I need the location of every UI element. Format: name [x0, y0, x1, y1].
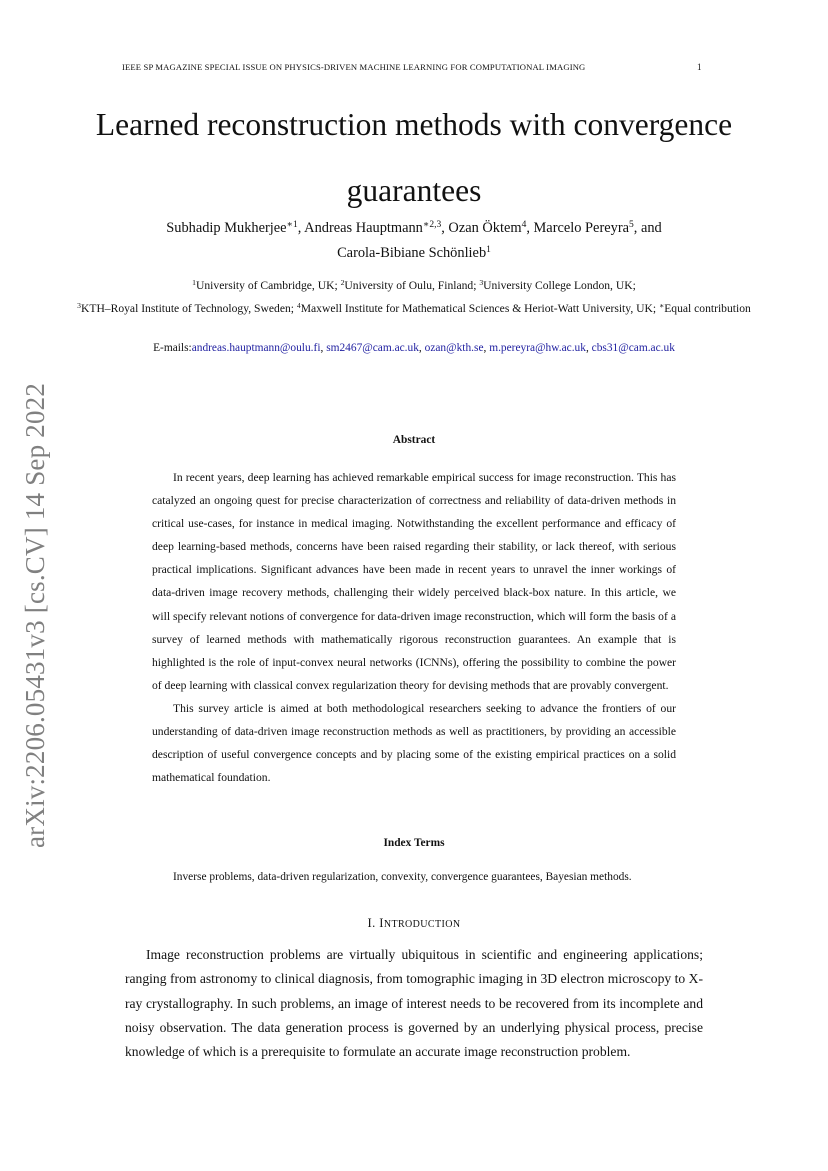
author-mark: 1 — [486, 244, 491, 255]
page-number: 1 — [697, 62, 702, 72]
author-mark: ∗1 — [286, 219, 298, 230]
section-initial: I — [379, 916, 384, 930]
author — [534, 220, 662, 236]
author-name: Marcelo Pereyra — [533, 220, 630, 236]
section-title-rest: NTRODUCTION — [383, 919, 461, 930]
email-list: E-mails:andreas.hauptmann@oulu.fi, sm2467@cam.ac.uk, ozan@kth.se, m.pereyra@hw.ac.uk, cbs31@cam.ac.uk — [153, 342, 675, 354]
arxiv-stamp: arXiv:2206.05431v3 [cs.CV] 14 Sep 2022 — [20, 382, 50, 848]
abstract-heading: Abstract — [392, 434, 436, 446]
author-list — [80, 216, 748, 266]
index-terms-text: Inverse problems, data-driven regularization, convexity, convergence guarantees, Bayesian methods. — [173, 871, 632, 883]
affiliation — [659, 302, 751, 315]
author — [448, 220, 533, 236]
affiliation — [341, 279, 480, 292]
introduction-paragraph: Image reconstruction problems are virtually ubiquitous in scientific and engineering applications; ranging from astronomy to clinical diagnosis, from tomographic imaging in 3D electron microscopy to X-ray crystallography. In such problems, an image of interest needs to be recovered from its incomplete and noisy observation. The data generation process is governed by an underlying physical process, precise knowledge of which is a prerequisite to formulate an accurate image reconstruction problem. — [125, 947, 703, 1060]
affiliation-text: University of Oulu, Finland; — [344, 279, 480, 292]
email-link[interactable]: ozan@kth.se — [424, 342, 484, 354]
affiliation — [192, 279, 340, 292]
affiliation-mark: ∗ — [659, 300, 665, 310]
author — [304, 220, 448, 236]
email-link[interactable]: andreas.hauptmann@oulu.fi — [191, 342, 321, 354]
author-mark: 4 — [521, 219, 527, 230]
author-separator: , — [526, 220, 534, 236]
affiliation-text: Maxwell Institute for Mathematical Sciences & Heriot-Watt University, UK; — [300, 302, 659, 315]
affiliation-list — [70, 274, 758, 320]
abstract-paragraph: In recent years, deep learning has achieved remarkable empirical success for image reconstruction. This has catalyzed an ongoing quest for precise characterization of correctness and reliability of data-driven methods in critical use-cases, for instance in medical imaging. Notwithstanding the excellent performance and efficacy of deep learning-based methods, concerns have been raised regarding their stability, or lack thereof, with serious practical implications. Significant advances have been made in recent years to unravel the inner workings of data-driven image recovery methods, challenging their widely perceived black-box nature. In this article, we will specify relevant notions of convergence for data-driven image reconstruction, which will form the basis of a survey of learned methods with mathematically rigorous reconstruction guarantees. An example that is highlighted is the role of input-convex neural networks (ICNNs), offering the possibility to combine the power of deep learning with classical convex regularization theory for devising methods that are provably convergent. — [152, 471, 676, 692]
affiliation-text: University of Cambridge, UK; — [196, 279, 341, 292]
paper-title: Learned reconstruction methods with convergence guarantees — [95, 107, 733, 208]
introduction-heading — [0, 916, 828, 931]
abstract-paragraph: This survey article is aimed at both methodological researchers seeking to advance the frontiers of our understanding of data-driven image reconstruction methods as well as practitioners, by providing an accessible description of useful convergence concepts and by placing some of the existing empirical practices on a solid mathematical foundation. — [152, 701, 676, 785]
index-terms-heading: Index Terms — [383, 837, 445, 849]
affiliation-text: KTH–Royal Institute of Technology, Sweden; — [80, 302, 297, 315]
author-name: Andreas Hauptmann — [304, 220, 423, 236]
affiliation-mark: 3 — [77, 300, 81, 310]
section-number: I. — [367, 916, 380, 930]
author-mark: 5 — [629, 219, 634, 230]
abstract-body — [152, 466, 676, 789]
affiliation-mark: 1 — [192, 277, 196, 287]
author — [337, 245, 491, 261]
affiliation — [479, 279, 635, 292]
author — [166, 220, 304, 236]
introduction-body — [125, 943, 703, 1064]
affiliation — [297, 302, 659, 315]
email-link[interactable]: cbs31@cam.ac.uk — [591, 342, 675, 354]
author-name: Carola-Bibiane Schönlieb — [337, 245, 487, 261]
affiliation-mark: 4 — [296, 300, 301, 310]
email-link[interactable]: sm2467@cam.ac.uk — [326, 342, 419, 354]
author-mark: ∗2,3 — [422, 219, 442, 230]
email-label: E-mails: — [153, 342, 192, 354]
affiliation-mark: 3 — [479, 277, 484, 287]
running-head: IEEE SP MAGAZINE SPECIAL ISSUE ON PHYSICS-DRIVEN MACHINE LEARNING FOR COMPUTATIONAL IMAGING — [122, 62, 586, 72]
email-link[interactable]: m.pereyra@hw.ac.uk — [489, 342, 586, 354]
affiliation-text: Equal contribution — [664, 302, 751, 315]
author-separator: , — [441, 220, 449, 236]
affiliation-mark: 2 — [340, 277, 345, 287]
affiliation — [77, 302, 297, 315]
author-name: Ozan Öktem — [448, 220, 522, 236]
author-separator: , and — [633, 220, 662, 236]
affiliation-text: University College London, UK; — [483, 279, 636, 292]
author-name: Subhadip Mukherjee — [166, 220, 287, 236]
author-separator: , — [297, 220, 305, 236]
